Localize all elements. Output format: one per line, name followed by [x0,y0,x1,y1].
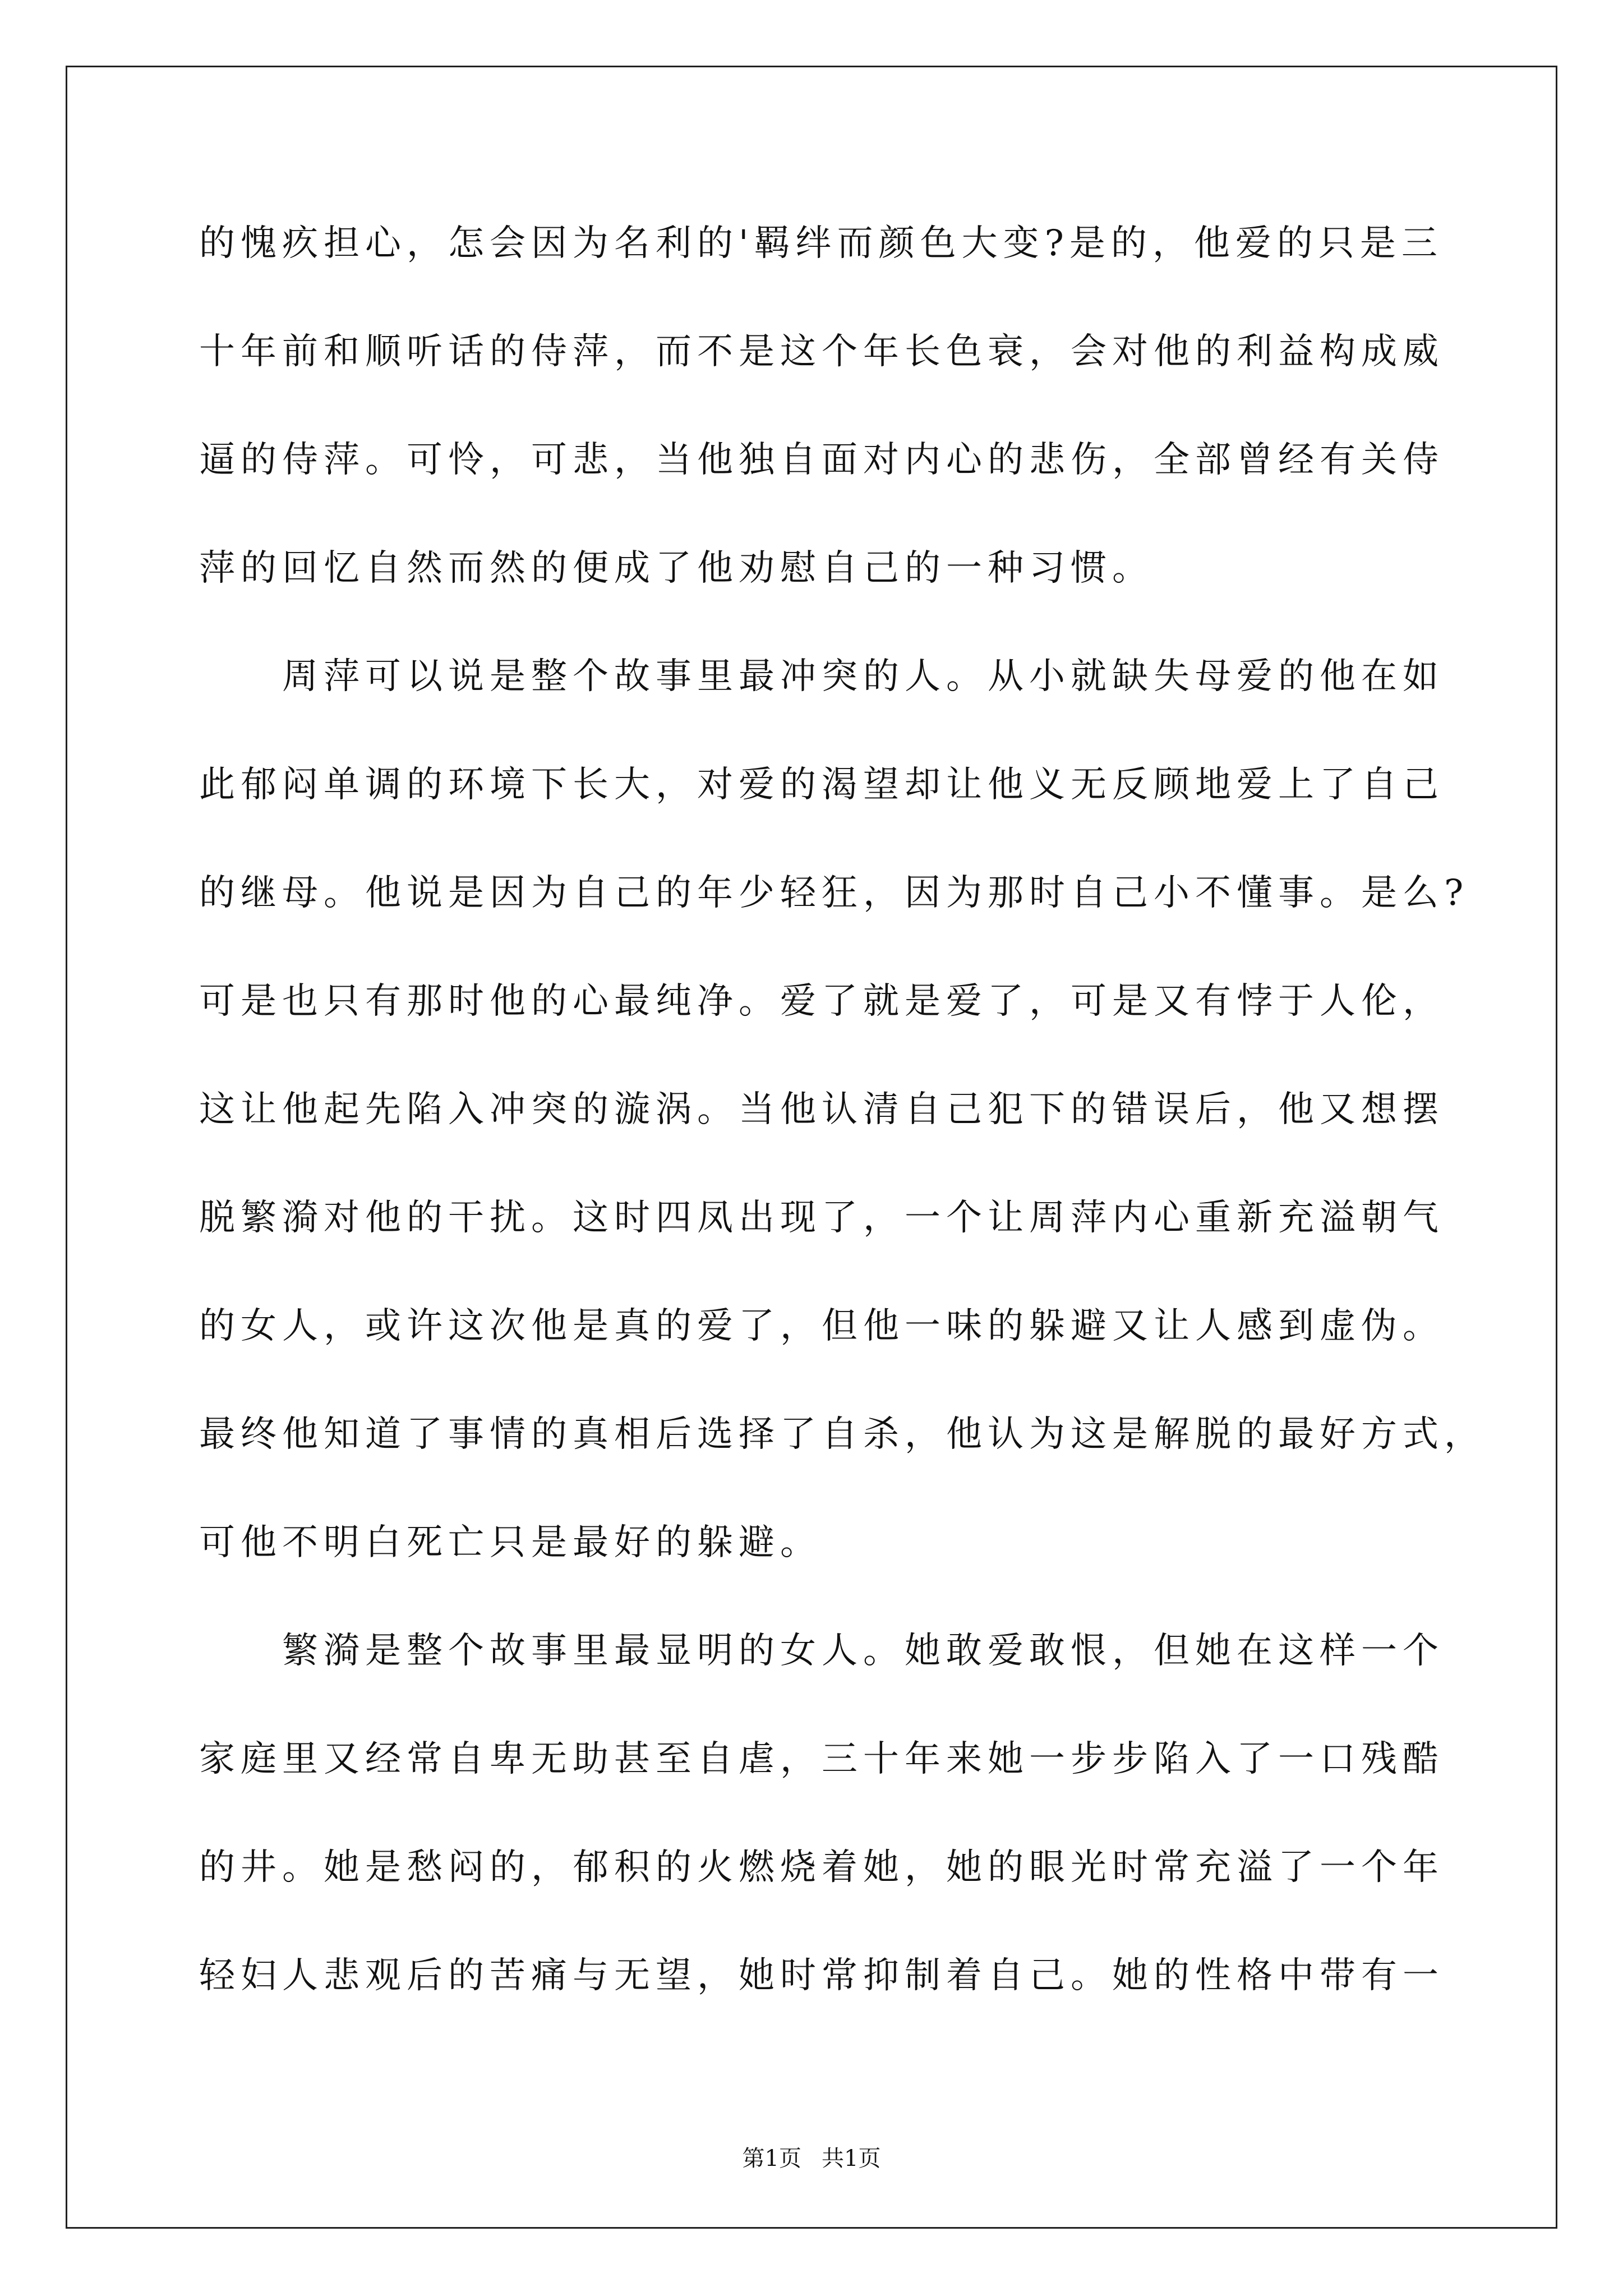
text-line: 的愧疚担心，怎会因为名利的'羁绊而颜色大变?是的，他爱的只是三 [199,223,1443,264]
page-number: 第1页 [742,2146,801,2171]
text-line: 的女人，或许这次他是真的爱了，但他一味的躲避又让人感到虚伪。 [199,1305,1444,1347]
text-line: 家庭里又经常自卑无助甚至自虐，三十年来她一步步陷入了一口残酷 [199,1738,1444,1780]
text-line: 的井。她是愁闷的，郁积的火燃烧着她，她的眼光时常充溢了一个年 [199,1847,1444,1888]
text-line: 脱繁漪对他的干扰。这时四凤出现了，一个让周萍内心重新充溢朝气 [199,1197,1444,1239]
page-footer [0,2147,1623,2170]
page-total: 共1页 [822,2146,881,2171]
text-line: 可他不明白死亡只是最好的躲避。 [199,1522,822,1563]
text-line: 此郁闷单调的环境下长大，对爱的渴望却让他义无反顾地爱上了自己 [199,764,1444,806]
page-border [66,66,1557,2229]
text-line: 十年前和顺听话的侍萍，而不是这个年长色衰，会对他的利益构成威 [199,331,1444,372]
text-line: 轻妇人悲观后的苦痛与无望，她时常抑制着自己。她的性格中带有一 [199,1955,1444,1996]
text-line: 周萍可以说是整个故事里最冲突的人。从小就缺失母爱的他在如 [199,656,1444,697]
text-line: 萍的回忆自然而然的便成了他劝慰自己的一种习惯。 [199,547,1154,589]
text-line: 逼的侍萍。可怜，可悲，当他独自面对内心的悲伤，全部曾经有关侍 [199,439,1444,481]
text-line: 最终他知道了事情的真相后选择了自杀，他认为这是解脱的最好方式， [199,1414,1486,1455]
text-line: 这让他起先陷入冲突的漩涡。当他认清自己犯下的错误后，他又想摆 [199,1089,1444,1130]
text-line: 繁漪是整个故事里最显明的女人。她敢爱敢恨，但她在这样一个 [199,1630,1444,1672]
text-line: 的继母。他说是因为自己的年少轻狂，因为那时自己小不懂事。是么? [199,872,1469,914]
text-line: 可是也只有那时他的心最纯净。爱了就是爱了，可是又有悖于人伦， [199,981,1444,1022]
